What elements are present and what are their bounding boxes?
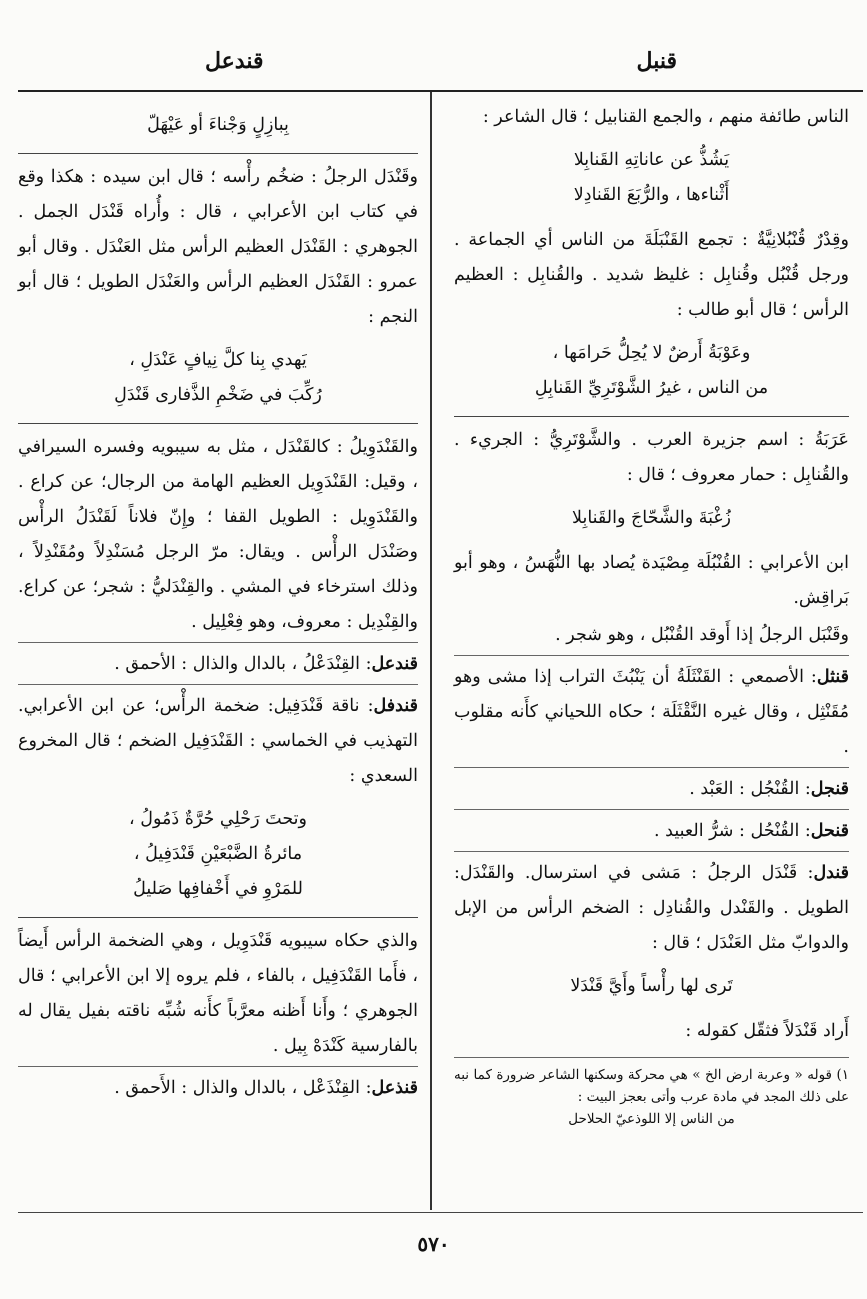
separator <box>454 416 849 417</box>
entry-qnhl <box>454 809 849 849</box>
verse-line: يَشُذُّ عن عاناتِهِ القَنابِلا <box>573 150 730 170</box>
verse-line: من الناس ، غيرُ الشَّوْتَرِيِّ القَنابِلِ <box>534 378 769 398</box>
verse-line: زُغْبَةَ والشَّحّاجَ والقَنابِلا <box>572 508 731 528</box>
verse-line: رُكِّبَ في ضَخْمِ الذَّفارى قَنْدَلِ <box>114 385 322 405</box>
header-rule <box>18 90 863 92</box>
text-line: الناس طائفة منهم ، والجمع القنابيل ؛ قال الشاعر : <box>482 107 849 127</box>
headword: قنحل <box>810 821 849 841</box>
column-divider <box>430 92 432 1210</box>
paragraph: والقَنْدَوِيلُ : كالقَنْدَل ، مثل به سيبويه وفسره السيرافي ، وقيل: القَنْدَوِيل العظيم الهامة من الرجال؛ عن كراع . والقَنْدَوِيل : الطويل القفا ؛ وإِنّ فلاناً لَقَنْدَلُ الرأْس وصَنْدَل الرأْس . ويقال: مرّ الرجل مُسَنْدِلاً ومُقَنْدِلاً ، وذلك استرخاء في المشي . والقِنْدَليُّ : شجر؛ عن كراع. والقِنْدِيل : معروف، وهو فِعْلِيل . <box>18 437 418 632</box>
entry-qnthl <box>454 655 849 765</box>
footnote-text: ١) قوله « وعربة ارض الخ » هي محركة وسكنها الشاعر ضرورة كما نبه على ذلك المجد في مادة عرب وأتى بعجز البيت : <box>454 1067 849 1105</box>
footnote <box>454 1057 849 1130</box>
footer-rule <box>18 1212 863 1213</box>
verse-line: تَرى لها رأْساً وأَيَّ قَنْدَلا <box>570 976 733 996</box>
headword: قندفل <box>373 696 418 716</box>
paragraph: عَرَبَةُ : اسم جزيرة العرب . والشَّوْتَرِيُّ : الجريء . والقُنابِل : حمار معروف ؛ قال : <box>454 430 849 485</box>
separator <box>18 917 418 918</box>
entry-text: : القِنْذَعْل ، بالدال والذال : الأَحمق . <box>114 1078 372 1098</box>
entry-text: : القِنْدَعْلُ ، بالدال والذال : الأحمق . <box>114 654 372 674</box>
entry-text: : قَنْدَل الرجلُ : مَشى في استرسال. والقَنْدَل: الطويل . والقَنْدل والقُنادِل : الضخم الرأس من الإبل والدوابّ مثل العَنْدَل ؛ قال : <box>454 863 849 953</box>
paragraph: وقَنْدَل الرجلُ : ضخُم رأْسه ؛ قال ابن سيده : هكذا وقع في كتاب ابن الأعرابي ، قال : وأُراه قَنْدَل الجمل . الجوهري : القَنْدَل العظيم الرأس مثل العَنْدَل . وقال أبو عمرو : القَنْدَل العظيم الرأس والعَنْدَل الطويل ؛ قال أبو النجم : <box>18 167 418 327</box>
entry-qnjl <box>454 767 849 807</box>
running-header-right: قنبل <box>636 48 677 74</box>
entry-qndl <box>454 851 849 961</box>
running-header-left: قندعل <box>205 48 264 74</box>
verse-line: بِبازِلٍ وَجْناءَ أو عَيْهَلّ <box>147 115 289 135</box>
verse-line: للمَرْوِ في أَخْفافِها صَليلُ <box>133 879 303 899</box>
entry-qndfl <box>18 684 418 794</box>
verse-line: أَثْناءها ، والرُّبَعَ القَنادِلا <box>573 185 730 205</box>
page-number: ٥٧٠ <box>417 1232 450 1256</box>
verse <box>18 802 418 907</box>
entry-text: : الأصمعي : القَنْثَلَةُ أن يَنْبُثَ التراب إذا مشى وهو مُقَنْثِل ، وقال غيره النَّقْثَلَة ؛ حكاه اللحياني كأَنه مقلوب . <box>454 667 849 757</box>
paragraph: وقِدْرٌ قُنْبُلانِيَّةٌ : تجمع القَنْبَلَةَ من الناس أي الجماعة . ورجل قُنْبُل وقُنابِل : غليظ شديد . والقُنابِل : العظيم الرأس ؛ قال أبو طالب : <box>454 230 849 320</box>
entry-text: : القُنْحُل : شرُّ العبيد . <box>654 821 811 841</box>
verse <box>454 501 849 536</box>
entry-text: : القُنْجُل : العَبْد . <box>689 779 811 799</box>
paragraph: ابن الأعرابي : القُنْبُلَة مِصْيَدة يُصاد بها النُّهَسُ ، وهو أبو بَراقِش. <box>454 553 849 608</box>
headword: قنذعل <box>371 1078 418 1098</box>
verse <box>18 108 418 143</box>
verse-line: مائرةُ الضَّبْعَيْنِ قَنْدَفِيلُ ، <box>133 844 303 864</box>
separator <box>18 153 418 154</box>
headword: قنجل <box>810 779 849 799</box>
entry-qndal2 <box>18 1066 418 1106</box>
verse-line: يَهدي بِنا كلَّ نِيافٍ عَنْدَلِ ، <box>129 350 307 370</box>
headword: قندعل <box>371 654 418 674</box>
right-column <box>454 100 849 1130</box>
verse <box>454 969 849 1004</box>
headword: قنثل <box>816 667 849 687</box>
footnote-verse: من الناس إلا اللوذعيّ الحلاحل <box>568 1111 735 1127</box>
paragraph: وقَنْبَل الرجلُ إذا أَوقد القُنْبُل ، وهو شجر . <box>555 625 849 645</box>
entry-text: : ناقة قَنْدَفِيل: ضخمة الرأْس؛ عن ابن الأعرابي. التهذيب في الخماسي : القَنْدَفِيل الضخم ؛ قال المخروع السعدي : <box>18 696 418 786</box>
left-column <box>18 100 418 1108</box>
verse <box>454 336 849 406</box>
verse-line: وعَوْبَةُ أَرضٌ لا يُحِلُّ حَرامَها ، <box>552 343 751 363</box>
paragraph: والذي حكاه سيبويه قَنْدَوِيل ، وهي الضخمة الرأس أَيضاً ، فأَما القَنْدَفِيل ، بالفاء ، فلم يروه إلا ابن الأعرابي ؛ قال الجوهري ؛ وأَنا أَظنه معرَّباً كأَنه شُبِّه ناقته بفيل يقال له بالفارسية كَنْدَهْ بِيل . <box>18 931 418 1056</box>
paragraph: أَراد قَنْدَلاً فثقّل كقوله : <box>685 1021 849 1041</box>
entry-qndal <box>18 642 418 682</box>
verse-line: وتحتَ رَحْلِي حُرَّةٌ ذَمُولُ ، <box>129 809 307 829</box>
verse <box>454 143 849 213</box>
headword: قندل <box>813 863 849 883</box>
verse <box>18 343 418 413</box>
separator <box>18 423 418 424</box>
